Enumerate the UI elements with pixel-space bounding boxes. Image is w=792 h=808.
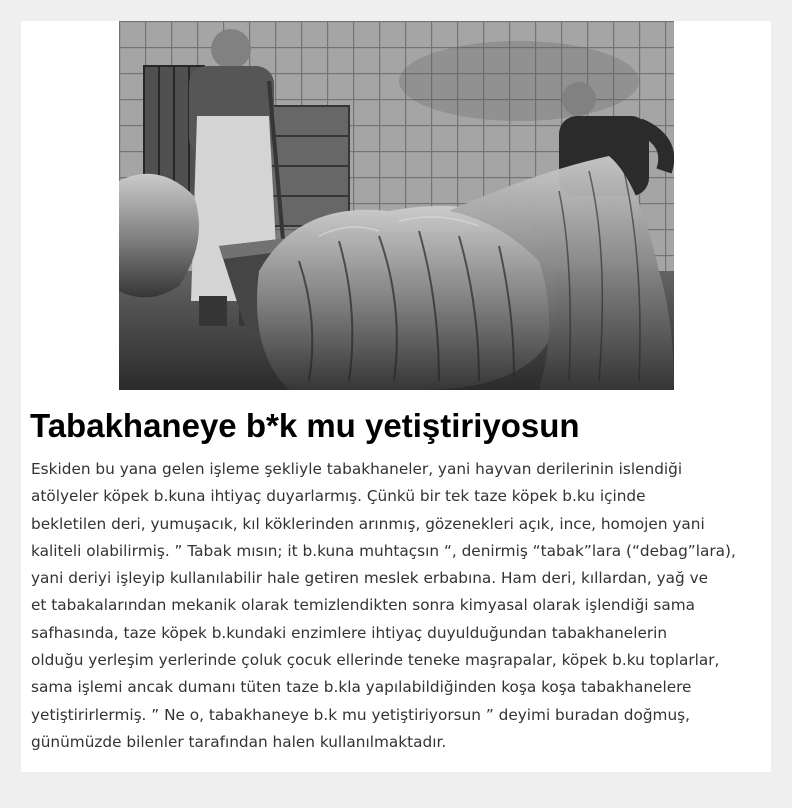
- article-body-line: bekletilen deri, yumuşacık, kıl köklerinden arınmış, gözenekleri açık, ince, homojen yani: [31, 514, 705, 533]
- article-body-line: yani deriyi işleyip kullanılabilir hale getiren meslek erbabına. Ham deri, kıllardan, yağ ve: [31, 569, 709, 588]
- article-body-line: sama işlemi ancak dumanı tüten taze b.kla yapılabildiğinden koşa koşa tabakhanelere: [31, 678, 692, 697]
- article-body-line: et tabakalarından mekanik olarak temizlendikten sonra kimyasal olarak işlendiği sama: [31, 596, 696, 615]
- article-body-line: günümüzde bilenler tarafından halen kullanılmaktadır.: [31, 732, 447, 751]
- article-title: Tabakhaneye b*k mu yetiştiriyosun: [30, 407, 580, 444]
- article-body-line: kaliteli olabilirmiş. ” Tabak mısın; it b.kuna muhtaçsın “, denirmiş “tabak”lara (“debag”lara),: [31, 541, 736, 560]
- article-body-line: olduğu yerleşim yerlerinde çoluk çocuk ellerinde teneke maşrapalar, köpek b.ku toplarlar,: [31, 651, 720, 670]
- article-body: [31, 456, 766, 756]
- article-body-line: yetiştirirlermiş. ” Ne o, tabakhaneye b.k mu yetiştiriyorsun ” deyimi buradan doğmuş,: [31, 705, 690, 724]
- article-body-line: safhasında, taze köpek b.kundaki enzimlere ihtiyaç duyulduğundan tabakhanelerin: [31, 623, 668, 642]
- article-body-line: Eskiden bu yana gelen işleme şekliyle tabakhaneler, yani hayvan derilerinin islendiği: [31, 460, 683, 478]
- tannery-workers-photo-icon: [119, 21, 674, 390]
- article-body-line: atölyeler köpek b.kuna ihtiyaç duyarlarmış. Çünkü bir tek taze köpek b.ku içinde: [31, 487, 646, 506]
- article-card: [21, 21, 771, 772]
